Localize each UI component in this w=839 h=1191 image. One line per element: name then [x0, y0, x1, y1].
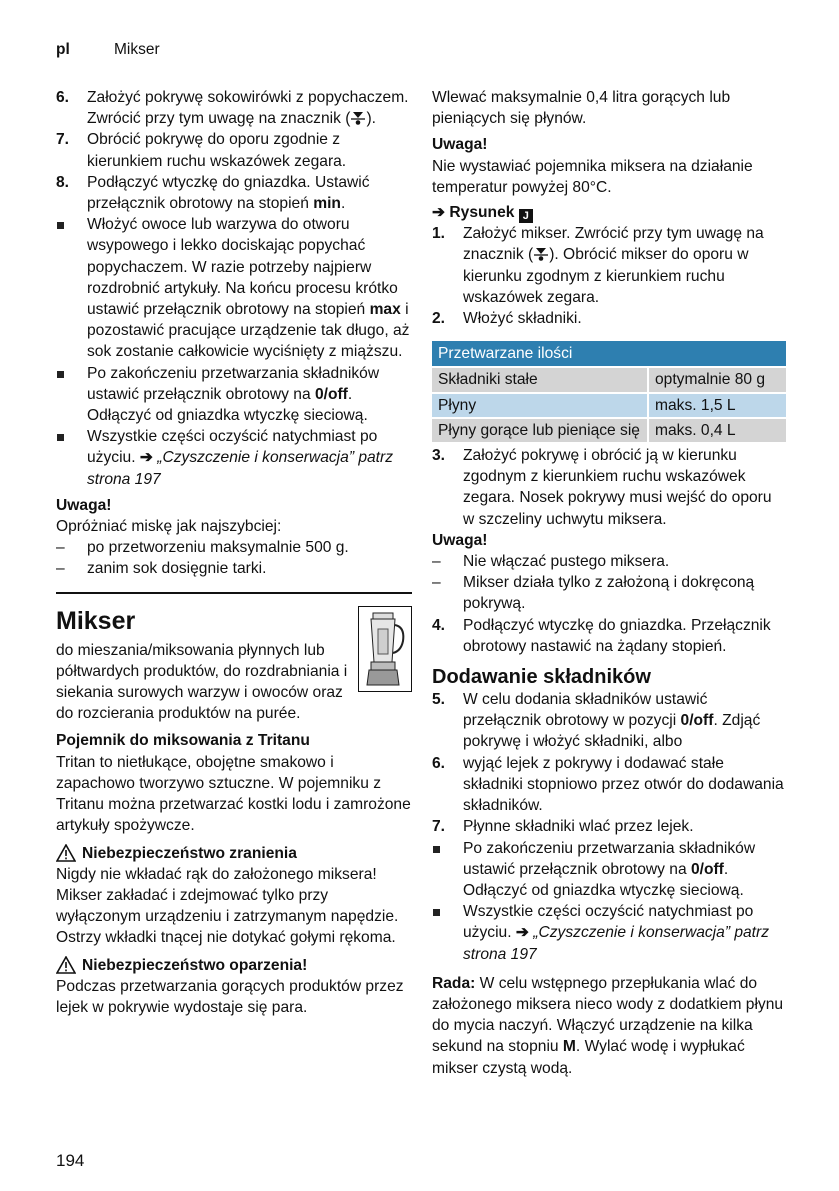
- table-cell: Składniki stałe: [432, 367, 648, 392]
- caution-text: Nie wystawiać pojemnika miksera na działanie temperatur powyżej 80°C.: [432, 157, 753, 196]
- tip-label: Rada:: [432, 974, 476, 992]
- figure-reference: [432, 202, 786, 223]
- bullet-text: Włożyć owoce lub warzywa do otworu wsypowego i lekko dociskając popychać popychaczem. W razie potrzeby najpierw rozdrobnić artykuły. Na końcu procesu krótko ustawić przełącznik obrotowy na stopień: [87, 216, 398, 319]
- arrow-right-icon: ➔: [515, 924, 529, 942]
- table-cell: Płyny gorące lub pieniące się: [432, 418, 648, 442]
- section-divider: [56, 592, 412, 594]
- step-1: [432, 223, 786, 308]
- step-3: [432, 445, 786, 530]
- step-6: [432, 753, 786, 817]
- bullet-icon: [433, 846, 440, 853]
- warning-title: Niebezpieczeństwo zranienia: [82, 844, 297, 862]
- caution-text: Opróżniać miskę jak najszybciej:: [56, 518, 282, 536]
- caution-label: Uwaga!: [56, 496, 112, 514]
- pojemnik-title: Pojemnik do miksowania z Tritanu: [56, 732, 310, 750]
- blender-icon: [359, 607, 411, 691]
- caution-label: Uwaga!: [432, 531, 488, 549]
- step-number: 5.: [432, 691, 446, 709]
- step-8: [56, 172, 412, 214]
- warning-text: Nigdy nie wkładać rąk do założonego miksera! Mikser zakładać i zdejmować tylko przy wyłączonym urządzeniu i zatrzymanym napędzie. Ostrzy wkładki tnącej nie dotykać gołymi rękoma.: [56, 865, 399, 947]
- mikser-title: Mikser: [56, 606, 136, 635]
- table-header: Przetwarzane ilości: [432, 341, 786, 367]
- step-number: 3.: [432, 447, 446, 465]
- setting-min: min: [313, 195, 341, 213]
- step-text: wyjąć lejek z pokrywy i dodawać stałe składniki stopniowo przez otwór do dodawania składników.: [463, 754, 784, 815]
- quantities-table: [432, 341, 786, 442]
- step-text: Założyć pokrywę i obrócić ją w kierunku zgodnym z kierunkiem ruchu wskazówek zegara. Nosek pokrywy musi wejść do oporu w szczeliny uchwytu miksera.: [463, 447, 772, 528]
- bullet-item: [56, 363, 412, 427]
- setting-off: 0/off: [680, 712, 714, 730]
- warning-heading: [56, 843, 412, 864]
- step-text-end: ).: [366, 110, 376, 128]
- dash-item: [56, 558, 412, 579]
- figure-box: J: [519, 209, 533, 223]
- page-number: 194: [56, 1151, 85, 1170]
- warning-title: Niebezpieczeństwo oparzenia!: [82, 956, 308, 974]
- blender-illustration: [358, 606, 412, 692]
- table-cell: Płyny: [432, 393, 648, 418]
- table-cell: optymalnie 80 g: [648, 367, 786, 392]
- step-number: 7.: [432, 818, 446, 836]
- arrow-right-icon: ➔: [139, 449, 153, 467]
- bullet-text-end: i pozostawić pracujące urządzenie tak długo, aż sok zostanie całkowicie wyciśnięty z miąższu.: [87, 301, 410, 361]
- step-number: 6.: [432, 754, 446, 772]
- pojemnik-text: Tritan to nietłukące, obojętne smakowo i zapachowo tworzywo sztuczne. W pojemniku z Tritanu można przetwarzać kostki lodu i zamrożone artykuły spożywcze.: [56, 753, 411, 835]
- setting-off: 0/off: [314, 385, 348, 403]
- mikser-intro: do mieszania/miksowania płynnych lub półtwardych produktów, do rozdrabniania i siekania surowych warzyw i owoców oraz do rozcierania produktów na purée.: [56, 641, 348, 723]
- bullet-item: [432, 901, 786, 965]
- step-6: [56, 87, 412, 129]
- bullet-icon: [57, 222, 64, 229]
- mikser-section: [56, 606, 412, 725]
- cross-reference-link[interactable]: „Czyszczenie i konserwacja” patrz strona 197: [463, 924, 770, 963]
- step-7: [56, 129, 412, 171]
- dodawanie-title: Dodawanie składników: [432, 666, 651, 689]
- dash-text: po przetworzeniu maksymalnie 500 g.: [87, 539, 349, 557]
- step-text: W celu dodania składników ustawić przełącznik obrotowy w pozycji: [463, 691, 708, 730]
- step-7: [432, 816, 786, 837]
- step-number: 8.: [56, 173, 70, 191]
- caution-label: Uwaga!: [432, 136, 488, 154]
- warning-heading: [56, 955, 412, 976]
- step-text: Płynne składniki wlać przez lejek.: [463, 818, 694, 836]
- bullet-text: Wszystkie części oczyścić natychmiast po użyciu.: [463, 903, 754, 942]
- language-code: pl: [56, 41, 70, 58]
- bullet-text-end: . Odłączyć od gniazdka wtyczkę sieciową.: [87, 385, 368, 425]
- step-text: Obrócić pokrywę do oporu zgodnie z kierunkiem ruchu wskazówek zegara.: [87, 131, 347, 170]
- tip-text-end: . Wylać wodę i wypłukać mikser czystą wodą.: [432, 1038, 745, 1077]
- right-column: [432, 87, 786, 1079]
- dash-item: [432, 551, 786, 572]
- step-text: Włożyć składniki.: [463, 310, 582, 328]
- bullet-text-end: . Odłączyć od gniazdka wtyczkę sieciową.: [463, 860, 744, 899]
- bullet-icon: [57, 371, 64, 378]
- warning-triangle-icon: [56, 956, 76, 974]
- table-cell: maks. 1,5 L: [648, 393, 786, 418]
- arrow-right-icon: ➔: [432, 204, 446, 222]
- table-row: [432, 418, 786, 442]
- step-number: 7.: [56, 131, 70, 149]
- setting-max: max: [369, 301, 401, 319]
- step-number: 4.: [432, 616, 446, 634]
- bullet-text: Po zakończeniu przetwarzania składników ustawić przełącznik obrotowy na: [87, 364, 380, 403]
- lock-marker-icon: [350, 110, 366, 126]
- tip-paragraph: [432, 973, 786, 1079]
- left-column: [56, 87, 412, 1018]
- bullet-item: [56, 426, 412, 490]
- step-text: Założyć mikser. Zwrócić przy tym uwagę na znacznik (: [463, 225, 764, 264]
- bullet-item: [56, 214, 412, 362]
- page-header: [56, 39, 160, 60]
- step-number: 1.: [432, 225, 446, 243]
- cross-reference-link[interactable]: „Czyszczenie i konserwacja” patrz strona 197: [87, 449, 394, 488]
- intro-text: Wlewać maksymalnie 0,4 litra gorących lub pieniących się płynów.: [432, 89, 731, 128]
- table-row: [432, 367, 786, 392]
- bullet-icon: [57, 434, 64, 441]
- setting-off: 0/off: [690, 860, 724, 878]
- bullet-icon: [433, 909, 440, 916]
- warning-text: Podczas przetwarzania gorących produktów przez lejek w pokrywie wydostaje się para.: [56, 977, 404, 1016]
- step-text: Założyć pokrywę sokowirówki z popychaczem. Zwrócić przy tym uwagę na znacznik (: [87, 89, 409, 128]
- dash-text: Mikser działa tylko z założoną i dokręconą pokrywą.: [463, 574, 755, 613]
- section-name: Mikser: [114, 41, 160, 58]
- dash-text: zanim sok dosięgnie tarki.: [87, 560, 267, 578]
- figure-label: Rysunek: [449, 204, 515, 222]
- lock-marker-icon: [533, 246, 549, 262]
- bullet-text: Po zakończeniu przetwarzania składników ustawić przełącznik obrotowy na: [463, 839, 756, 878]
- dash-icon: –: [432, 574, 441, 592]
- bullet-text: Wszystkie części oczyścić natychmiast po użyciu.: [87, 428, 378, 467]
- step-4: [432, 615, 786, 657]
- step-text-end: . Zdjąć pokrywę i włożyć składniki, albo: [463, 712, 761, 751]
- dash-item: [432, 572, 786, 614]
- step-text: Podłączyć wtyczkę do gniazdka. Przełącznik obrotowy nastawić na żądany stopień.: [463, 616, 771, 655]
- step-text-end: .: [340, 195, 346, 213]
- dash-item: [56, 537, 412, 558]
- step-number: 6.: [56, 89, 70, 106]
- step-text: Podłączyć wtyczkę do gniazdka. Ustawić przełącznik obrotowy na stopień: [87, 173, 370, 213]
- table-cell: maks. 0,4 L: [648, 418, 786, 442]
- step-5: [432, 689, 786, 753]
- step-number: 2.: [432, 310, 446, 328]
- step-2: [432, 308, 786, 329]
- dash-text: Nie włączać pustego miksera.: [463, 553, 670, 571]
- table-row: [432, 393, 786, 418]
- dash-icon: –: [56, 539, 65, 557]
- dash-icon: –: [56, 560, 65, 578]
- dash-icon: –: [432, 553, 441, 571]
- setting-m: M: [562, 1038, 576, 1056]
- warning-triangle-icon: [56, 844, 76, 862]
- step-text-end: ). Obrócić mikser do oporu w kierunku zgodnym z kierunkiem ruchu wskazówek zegara.: [463, 246, 749, 306]
- bullet-item: [432, 838, 786, 902]
- tip-text: W celu wstępnego przepłukania wlać do założonego miksera nieco wody z dodatkiem płynu do mycia naczyń. Włączyć urządzenie na kilka sekund na stopniu: [432, 974, 784, 1056]
